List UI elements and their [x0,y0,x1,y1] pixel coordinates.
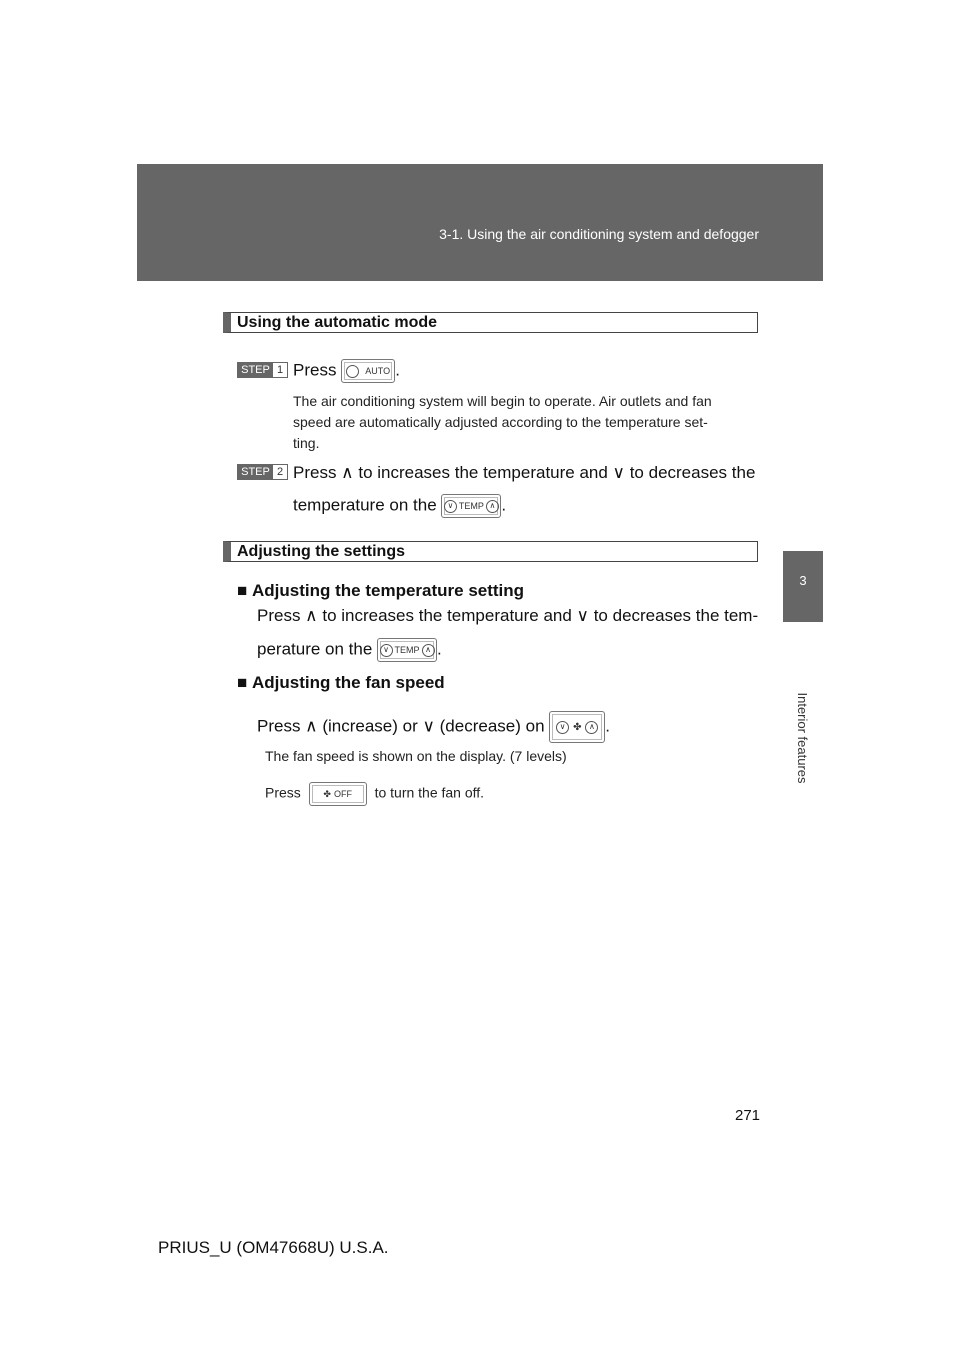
fan-icon: ✤ [323,788,331,799]
footer-model: PRIUS_U (OM47668U) U.S.A. [158,1238,389,1257]
fan-off-button-icon [309,782,367,806]
fan-speed-button-icon [549,711,605,743]
fan-note-off [265,782,484,806]
chevron-up-icon: ∧ [422,644,435,657]
note-1-line-1: The air conditioning system will begin to operate. Air outlets and fan [293,393,712,409]
step-label: STEP [238,363,273,377]
step-2-text: temperature on the [293,495,437,515]
sub-heading-fan-speed [237,673,445,693]
step-1-text [293,359,400,383]
square-bullet-icon: ■ [237,581,248,600]
fan-off-label: OFF [333,788,352,799]
step-2-badge [237,464,288,480]
fan-off-press: Press [265,784,301,801]
header-title: 3-1. Using the air conditioning system and defogger [439,226,759,242]
chapter-number: 3 [799,573,807,588]
chapter-tab [783,551,823,622]
fan-speed-period: . [605,716,611,736]
step-number: 1 [273,363,287,377]
step-2-line-2 [293,494,506,518]
fan-icon: ✤ [573,721,582,733]
indicator-icon [346,365,359,378]
fan-speed-line [257,711,610,743]
temp-button-icon [441,494,501,518]
temperature-heading-text: Adjusting the temperature setting [252,581,525,600]
section-heading-adjusting-settings: Adjusting the settings [223,541,758,562]
temp-button-label: TEMP [458,501,484,511]
step-1-period: . [395,360,400,380]
step-number: 2 [273,465,287,479]
step-2-line-1: Press ∧ to increases the temperature and ∨ to decreases the [293,463,756,482]
temp-button-icon [377,638,437,662]
fan-heading-text: Adjusting the fan speed [252,673,445,692]
chevron-down-icon: ∨ [380,644,393,657]
sub-heading-temperature [237,581,524,601]
auto-button-label: AUTO [365,366,391,376]
temp-button-label: TEMP [394,645,420,655]
step-label: STEP [238,465,273,479]
temperature-text: perature on the [257,639,373,659]
chevron-up-icon: ∧ [486,500,499,513]
chevron-up-icon: ∧ [585,721,598,734]
auto-button-icon [341,359,395,383]
chapter-header [137,164,823,281]
page-number: 271 [735,1107,761,1124]
fan-off-text: to turn the fan off. [374,784,485,801]
note-1-line-3: ting. [293,435,320,451]
step-2-period: . [501,495,507,515]
temperature-line-2 [257,638,442,662]
step-1-press: Press [293,360,337,380]
chevron-down-icon: ∨ [556,721,569,734]
chevron-down-icon: ∨ [444,500,457,513]
step-1-badge [237,362,288,378]
chapter-side-label: Interior features [795,692,811,784]
fan-note-display: The fan speed is shown on the display. (7 levels) [265,748,567,764]
fan-speed-text: Press ∧ (increase) or ∨ (decrease) on [257,716,545,736]
temperature-line-1: Press ∧ to increases the temperature and ∨ to decreases the tem- [257,606,759,625]
note-1-line-2: speed are automatically adjusted according to the temperature set- [293,414,708,430]
square-bullet-icon: ■ [237,673,248,692]
temperature-period: . [437,639,442,659]
section-heading-automatic-mode: Using the automatic mode [223,312,758,333]
